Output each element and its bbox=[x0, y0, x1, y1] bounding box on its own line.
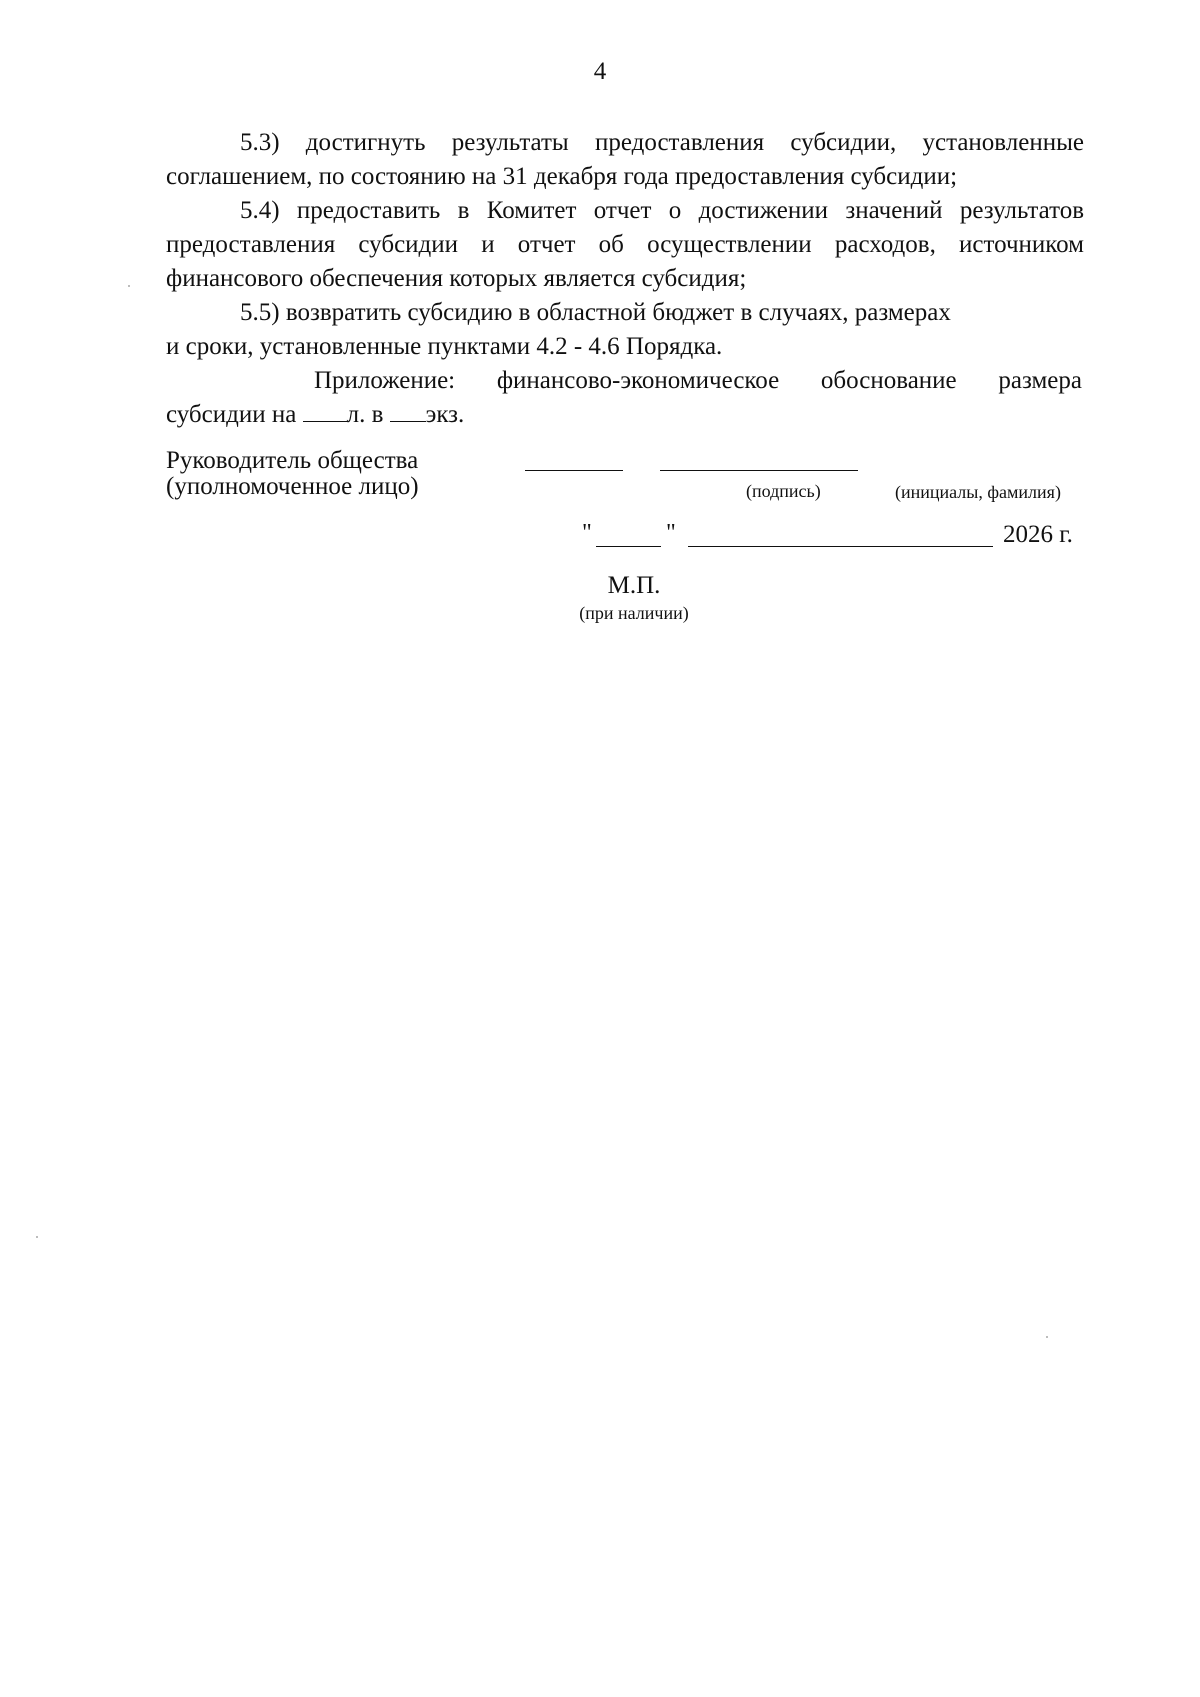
paragraph-5-5 bbox=[166, 296, 1084, 364]
paragraph-line: результатов предоставления субсидии и отчет об осуществлении расходов, bbox=[166, 197, 1085, 258]
date-quote-close: " bbox=[666, 520, 676, 546]
page-number: 4 bbox=[593, 58, 607, 85]
date-year: 2026 г. bbox=[1003, 521, 1073, 548]
stamp-place: М.П. bbox=[607, 572, 661, 599]
month-line[interactable] bbox=[688, 546, 993, 547]
day-line[interactable] bbox=[596, 546, 661, 547]
scan-speck bbox=[1046, 1336, 1048, 1338]
signer-line: Руководитель общества bbox=[166, 447, 419, 474]
paragraph-line: источником финансового обеспечения которых является субсидия; bbox=[166, 231, 1085, 292]
document-body bbox=[166, 126, 1084, 432]
name-caption: (инициалы, фамилия) bbox=[895, 482, 1061, 502]
appendix-suffix: экз. bbox=[425, 401, 465, 428]
scan-speck bbox=[36, 1236, 38, 1238]
name-line[interactable] bbox=[660, 470, 858, 471]
paragraph-line: 5.4) предоставить в Комитет отчет о достижении значений bbox=[240, 197, 943, 224]
copies-count-blank[interactable] bbox=[390, 399, 426, 422]
appendix-prefix: субсидии на bbox=[166, 401, 297, 428]
appendix-line: Приложение: финансово-экономическое обоснование размера bbox=[314, 367, 1082, 394]
signer-title bbox=[166, 448, 419, 500]
sheets-count-blank[interactable] bbox=[303, 399, 347, 422]
paragraph-5-3 bbox=[166, 126, 1084, 194]
paragraph-line: 5.5) возвратить субсидию в областной бюджет в случаях, размерах bbox=[240, 299, 951, 326]
signature-line[interactable] bbox=[525, 470, 623, 471]
paragraph-line: соглашением, по состоянию на 31 декабря года предоставления субсидии; bbox=[166, 163, 958, 190]
signature-caption: (подпись) bbox=[746, 481, 821, 501]
appendix-paragraph bbox=[166, 364, 1084, 432]
appendix-middle: л. в bbox=[346, 401, 384, 428]
paragraph-line: и сроки, установленные пунктами 4.2 - 4.6 Порядка. bbox=[166, 333, 723, 360]
signer-line: (уполномоченное лицо) bbox=[166, 473, 419, 500]
stamp-caption: (при наличии) bbox=[579, 603, 689, 623]
date-quote-open: " bbox=[582, 520, 592, 546]
scan-speck bbox=[128, 285, 130, 287]
paragraph-5-4 bbox=[166, 194, 1084, 296]
paragraph-line: 5.3) достигнуть результаты предоставления субсидии, установленные bbox=[240, 129, 1084, 156]
